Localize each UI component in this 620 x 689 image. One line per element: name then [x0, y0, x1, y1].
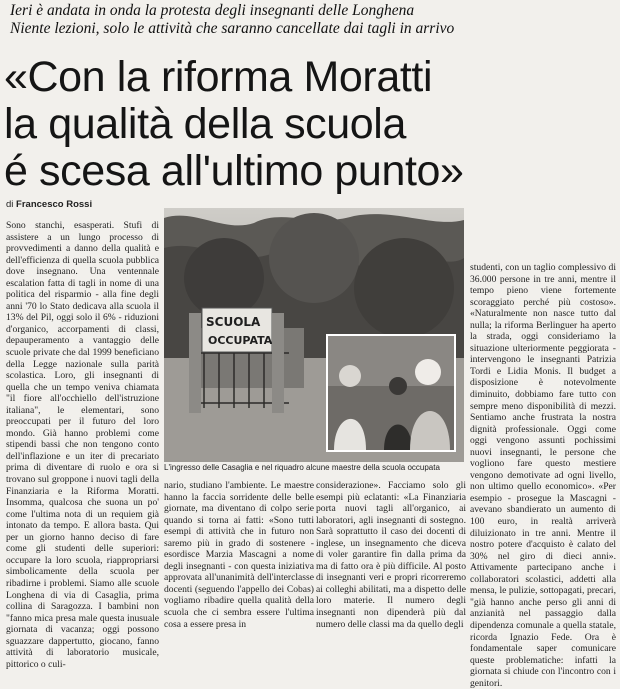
byline-prefix: di: [6, 199, 14, 210]
article-headline: [4, 54, 616, 195]
headline-line-3: é scesa all'ultimo punto»: [4, 147, 464, 195]
banner-word-2: OCCUPATA: [208, 334, 273, 347]
kicker-line-2: Niente lezioni, solo le attività che saranno cancellate dai tagli in arrivo: [10, 20, 455, 37]
article-column-2: nario, studiano l'ambiente. Le maestre hanno la faccia sorridente delle belle giornate, ma diventano di colpo serie quando si torna ai fatti: «Sono tutti esempi di attività che in futuro non saremo più in grado di sostenere - esordisce Marzia Mascagni a nome degli insegnanti - con questa iniziativa approvata all'unanimità dell'interclasse docenti (seguendo l'appello dei Cobas) vogliamo ribadire quella qualità della scuola che ci sembra essere l'ultima cosa a essere presa in: [164, 480, 314, 630]
photo-caption: L'ingresso delle Casaglia e nel riquadro alcune maestre della scuola occupata: [164, 463, 440, 472]
article-kicker: [10, 2, 610, 38]
banner-word-1: SCUOLA: [206, 315, 261, 329]
photo-inset: [326, 334, 456, 452]
article-column-1: Sono stanchi, esasperati. Stufi di assistere a un lungo processo di provvedimenti a danno della qualità e dell'efficienza di quella scuola pubblica dove insegnano. Una ventennale escalation fatta di tagli in nome di una politica del risparmio - alla fine degli anni '70 lo Stato dedicava alla scuola il 13% del Pil, oggi solo il 6% - riduzioni d'organico, accorpamenti di classi, depauperamento a vantaggio delle scuole private che dal 1999 beneficiano della Legge nazionale sulla parità scolastica. Loro, gli insegnanti di quella che un tempo veniva chiamata "il fiore all'occhiello dell'istruzione italiana", le elementari, sono preoccupati per il futuro del loro mondo. Già hanno problemi come stipendi bassi che non tengono conto dell'inflazione e un iter di precariato prima di diventare di ruolo e ora si trovano sul groppone i nuovi tagli della Finanziaria e la Riforma Moratti. Insomma, qualcosa che suona un po' come l'ultima nota di un requiem già intonato da tempo. E allora basta. Qui per un giorno hanno deciso di fare come gli studenti delle superiori: occupare la loro scuola, riappropriarsi simbolicamente della scuola per ribadirne i problemi. Siamo alle scuole Longhena di via di Casaglia, prima collina di Saragozza. I bambini non "fanno mica presa male questa inusuale giornata di vacanza; oggi possono sguazzare dappertutto, giocano, fanno attività di laboratorio musicale, pittorico o culi-: [6, 220, 159, 670]
article-column-4: studenti, con un taglio complessivo di 36.000 persone in tre anni, mentre il tempo pieno viene fortemente scoraggiato perché più costoso». «Naturalmente non nasce tutto dal nulla; la riforma Berlinguer ha aperto la strada, oggi consideriamo la situazione ulteriormente peggiorata - intervengono le insegnanti Patrizia Tordi e Lidia Monis. Il budget a disposizione è notevolmente diminuito, dobbiamo fare tutto con sempre meno disponibilità di mezzi. Sentiamo anche frustrata la nostra dignità professionale. Oggi come oggi vengono assunti pochissimi nuovi insegnanti, le persone che vogliono fare questo mestiere vengono demotivate ad ogni livello, non ultimo quello economico». «Per esempio - prosegue la Mascagni - avevano sbandierato un aumento di 100 euro, in realtà arriverà diluizionato in tre anni. Mentre il nostro potere d'acquisto è calato del 30% nel giro di dieci anni». Attivamente partecipano anche i collaboratori scolastici, addetti alla mensa, le pulizie, sottopagati, precari, "già hanno anche perso gli anni di anzianità nel passaggio dalla dipendenza comunale a quella statale, ricorda Ignazio Fede. Ora è fondamentale saper comunicare queste problematiche: infatti la giornata si chiude con l'incontro con i genitori.: [470, 262, 616, 689]
article-column-3: considerazione». Facciamo solo gli esempi più eclatanti: «La Finanziaria porta nuovi tagli all'organico, ai laboratori, agli insegnanti di sostegno. Sarà soprattutto il caso dei docenti di inglese, un insegnamento che diceva di voler garantire fin dalla prima da ma di fatto ora è più difficile. Al posto di insegnanti veri e propri ricorreremo ai colleghi abilitati, ma a dispetto delle loro materie. Il numero degli insegnanti non dipenderà più dal numero delle classi ma da quello degli: [316, 480, 466, 630]
headline-line-2: la qualità della scuola: [4, 100, 406, 148]
byline: [6, 199, 92, 210]
inset-teachers-image: [328, 336, 454, 450]
headline-line-1: «Con la riforma Moratti: [4, 53, 433, 101]
kicker-line-1: Ieri è andata in onda la protesta degli insegnanti delle Longhena: [10, 2, 415, 19]
byline-author: Francesco Rossi: [16, 199, 93, 210]
